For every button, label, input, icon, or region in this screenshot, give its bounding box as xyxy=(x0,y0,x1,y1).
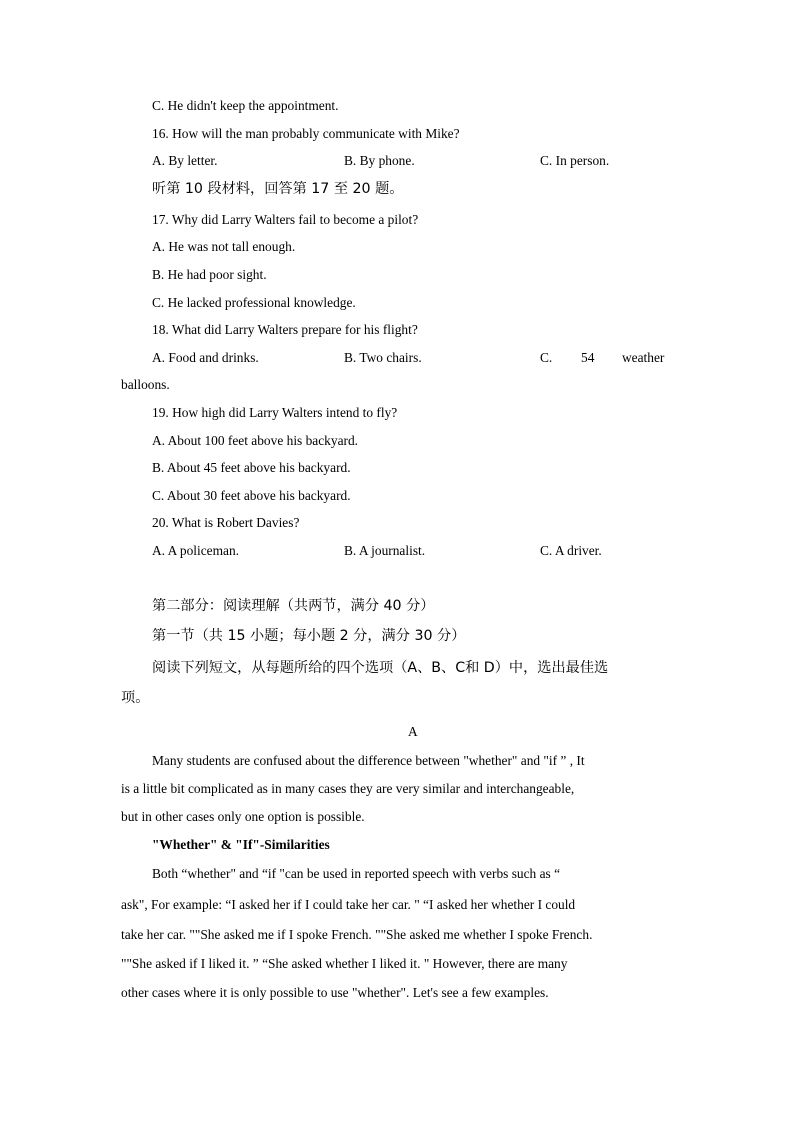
para2-line3: take her car. ""She asked me if I spoke French. ""She asked me whether I spoke French. xyxy=(121,927,593,942)
q17-question: 17. Why did Larry Walters fail to become a pilot? xyxy=(152,212,419,227)
q18-option-b: B. Two chairs. xyxy=(344,350,422,365)
q17-option-c: C. He lacked professional knowledge. xyxy=(152,295,356,310)
q20-option-b: B. A journalist. xyxy=(344,543,426,558)
q18-option-c-word: weather xyxy=(622,350,665,365)
q15-option-c: C. He didn't keep the appointment. xyxy=(152,98,339,113)
q20-option-a: A. A policeman. xyxy=(152,543,240,558)
q16-option-a: A. By letter. xyxy=(152,153,218,168)
reading-section-title: 第一节（共 15 小题；每小题 2 分，满分 30 分） xyxy=(152,628,466,644)
q16-question: 16. How will the man probably communicate with Mike? xyxy=(152,126,460,141)
reading-part-title: 第二部分：阅读理解（共两节，满分 40 分） xyxy=(152,598,435,614)
para1-line1: Many students are confused about the difference between "whether" and "if ” , It xyxy=(152,753,585,768)
q16-option-c: C. In person. xyxy=(540,153,610,168)
reading-instruction-line1: 阅读下列短文，从每题所给的四个选项（A、B、C和 D）中，选出最佳选 xyxy=(152,660,609,676)
q18-option-c-wrap: balloons. xyxy=(121,377,170,392)
section-heading: "Whether" & "If"-Similarities xyxy=(152,837,330,852)
q18-option-c-label: C. xyxy=(540,350,553,365)
q20-question: 20. What is Robert Davies? xyxy=(152,515,300,530)
q16-option-b: B. By phone. xyxy=(344,153,415,168)
q18-question: 18. What did Larry Walters prepare for his flight? xyxy=(152,322,418,337)
reading-instruction-line2: 项。 xyxy=(121,690,150,706)
q19-option-a: A. About 100 feet above his backyard. xyxy=(152,433,359,448)
q18-option-a: A. Food and drinks. xyxy=(152,350,259,365)
q18-option-c-number: 54 xyxy=(581,350,595,365)
q17-option-a: A. He was not tall enough. xyxy=(152,239,296,254)
q17-option-b: B. He had poor sight. xyxy=(152,267,267,282)
para2-line5: other cases where it is only possible to use "whether". Let's see a few examples. xyxy=(121,985,549,1000)
para1-line2: is a little bit complicated as in many cases they are very similar and interchangeable, xyxy=(121,781,575,796)
section10-instruction: 听第 10 段材料，回答第 17 至 20 题。 xyxy=(152,181,404,197)
para1-line3: but in other cases only one option is possible. xyxy=(121,809,365,824)
q19-option-b: B. About 45 feet above his backyard. xyxy=(152,460,351,475)
passage-label: A xyxy=(408,724,418,739)
para2-line2: ask", For example: “I asked her if I could take her car. " “I asked her whether I could xyxy=(121,897,576,912)
q20-option-c: C. A driver. xyxy=(540,543,602,558)
para2-line1: Both “whether" and “if "can be used in reported speech with verbs such as “ xyxy=(152,866,561,881)
q19-question: 19. How high did Larry Walters intend to fly? xyxy=(152,405,398,420)
q19-option-c: C. About 30 feet above his backyard. xyxy=(152,488,351,503)
para2-line4: ""She asked if I liked it. ” “She asked whether I liked it. " However, there are many xyxy=(121,956,568,971)
